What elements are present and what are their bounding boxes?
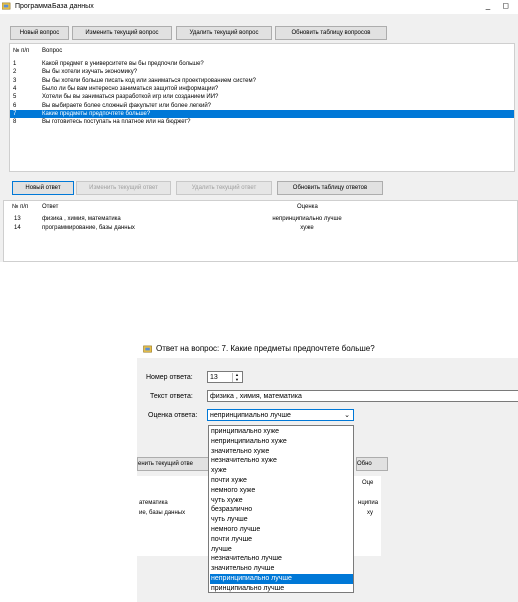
background-edit-button: енить текущий отве (137, 457, 209, 471)
window-controls[interactable]: _ ◻ (485, 1, 514, 10)
background-row1-grade: нципиа (358, 500, 379, 506)
answer-number-label: Номер ответа: (146, 374, 193, 381)
answers-table[interactable] (3, 200, 518, 262)
refresh-questions-button[interactable]: Обновить таблицу вопросов (275, 26, 387, 40)
dropdown-option[interactable]: принципиально лучше (211, 584, 285, 592)
row-question-text: Какой предмет в университете вы бы предпочли больше? (42, 61, 204, 67)
dropdown-option[interactable]: непринципиально лучше (210, 574, 353, 584)
background-grade-header: Оце (362, 480, 374, 486)
dropdown-option[interactable]: принципиально хуже (211, 428, 280, 435)
table-row[interactable] (10, 93, 514, 101)
refresh-answers-button[interactable]: Обновить таблицу ответов (277, 181, 383, 195)
delete-answer-button[interactable]: Удалить текущий ответ (176, 181, 272, 195)
spin-arrows-icon[interactable]: ▲ ▼ (232, 373, 241, 382)
dropdown-option[interactable]: значительно лучше (211, 565, 275, 573)
dropdown-option[interactable]: лучше (211, 545, 232, 553)
delete-question-button[interactable]: Удалить текущий вопрос (176, 26, 272, 40)
dropdown-option[interactable]: чуть лучше (211, 516, 248, 524)
column-header-answer[interactable]: Ответ (42, 204, 59, 210)
answer-grade-value: непринципиально лучше (210, 412, 291, 419)
chevron-down-icon[interactable]: ⌄ (344, 412, 350, 419)
table-row[interactable] (10, 77, 514, 85)
column-header-question[interactable]: Вопрос (42, 48, 63, 54)
dropdown-option[interactable]: немного лучше (211, 526, 261, 533)
table-row[interactable] (10, 85, 514, 93)
table-row[interactable] (10, 68, 514, 76)
answer-text-label: Текст ответа: (150, 393, 193, 400)
row-number: 6 (13, 102, 17, 109)
dropdown-option[interactable]: непринципиально хуже (211, 437, 287, 445)
row-question-text: Какие предметы предпочтете больше? (42, 110, 151, 117)
row-number: 5 (13, 94, 17, 101)
dropdown-option[interactable]: чуть хуже (211, 496, 243, 504)
dropdown-option[interactable]: почти лучше (211, 535, 252, 543)
questions-table[interactable] (9, 43, 515, 172)
main-window (0, 0, 518, 262)
answer-grade-label: Оценка ответа: (148, 412, 198, 419)
background-refresh-button: Обно (356, 457, 388, 471)
background-row2-grade: ху (367, 510, 373, 516)
row-answer-text: программирование, базы данных (42, 225, 135, 231)
background-row1-text: атематика (139, 500, 168, 506)
dropdown-option[interactable]: значительно хуже (211, 447, 270, 455)
edit-answer-button[interactable]: Изменить текущий ответ (76, 181, 171, 195)
table-row[interactable] (10, 118, 514, 126)
dropdown-option[interactable]: почти хуже (211, 477, 247, 484)
row-question-text: Хотели бы вы заниматься разработкой игр или созданием ИИ? (42, 94, 219, 101)
row-number: 2 (13, 69, 17, 76)
column-header-grade[interactable]: Оценка (297, 204, 318, 210)
row-question-text: Было ли бы вам интересно заниматься защитой информации? (42, 85, 219, 92)
row-question-text: Вы выбираете более сложный факультет или более легкий? (42, 102, 212, 109)
grade-dropdown-list[interactable] (208, 425, 354, 593)
row-grade: непринципиально лучше (272, 216, 342, 222)
row-number: 4 (13, 85, 17, 92)
answer-text-input[interactable]: физика , химия, математика (207, 390, 518, 402)
row-number: 7 (13, 110, 17, 117)
row-number: 14 (14, 225, 21, 231)
dialog-app-icon (143, 345, 153, 354)
row-question-text: Вы готовитесь поступать на платное или на бюджет? (42, 119, 191, 126)
app-icon (2, 2, 11, 11)
row-number: 8 (13, 119, 17, 126)
row-grade: хуже (300, 225, 314, 231)
dropdown-option[interactable]: незначительно лучше (211, 555, 282, 563)
table-row[interactable] (10, 110, 514, 118)
table-row[interactable] (4, 215, 517, 223)
row-number: 13 (14, 216, 21, 222)
answer-number-stepper[interactable] (207, 371, 243, 383)
menu-bar (0, 0, 518, 14)
table-row[interactable] (4, 224, 517, 232)
edit-question-button[interactable]: Изменить текущий вопрос (72, 26, 172, 40)
menu-database[interactable]: База данных (52, 3, 94, 10)
answer-number-value: 13 (210, 374, 218, 381)
dialog-title: Ответ на вопрос: 7. Какие предметы предпочтете больше? (156, 344, 375, 353)
dropdown-option[interactable]: немного хуже (211, 486, 256, 494)
table-row[interactable] (10, 102, 514, 110)
menu-program[interactable]: Программа (15, 3, 52, 10)
new-answer-button[interactable]: Новый ответ (12, 181, 74, 195)
row-answer-text: физика , химия, математика (42, 216, 121, 222)
row-number: 3 (13, 77, 17, 84)
answer-grade-select[interactable] (207, 409, 354, 421)
new-question-button[interactable]: Новый вопрос (10, 26, 69, 40)
column-header-number[interactable]: № п/п (12, 204, 29, 210)
row-number: 1 (13, 61, 17, 67)
table-row[interactable] (10, 60, 514, 68)
dropdown-option[interactable]: незначительно хуже (211, 457, 277, 465)
row-question-text: Вы бы хотели больше писать код или заниматься проектированием систем? (42, 77, 256, 84)
column-header-number[interactable]: № п/п (13, 48, 30, 54)
dropdown-option[interactable]: хуже (211, 467, 227, 475)
dropdown-option[interactable]: безразлично (211, 506, 253, 514)
row-question-text: Вы бы хотели изучать экономику? (42, 69, 138, 76)
background-row2-text: ие, базы данных (139, 510, 186, 516)
